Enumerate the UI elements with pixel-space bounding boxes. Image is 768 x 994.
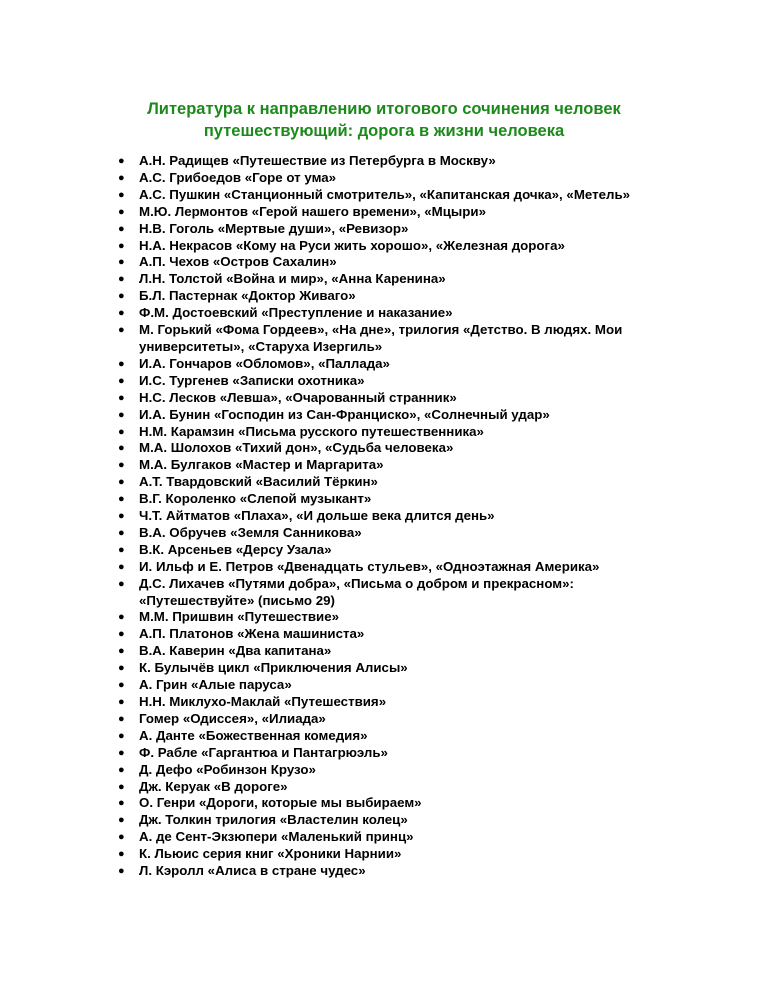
bullet-icon: ● — [118, 425, 125, 438]
list-item-text: Б.Л. Пастернак «Доктор Живаго» — [139, 288, 356, 304]
bullet-icon: ● — [118, 307, 125, 320]
list-item-text: И.А. Гончаров «Обломов», «Паллада» — [139, 355, 390, 371]
list-item-text: К. Булычёв цикл «Приключения Алисы» — [139, 660, 408, 676]
list-item — [118, 660, 678, 677]
list-item-text: И. Ильф и Е. Петров «Двенадцать стульев», «Одноэтажная Америка» — [139, 558, 600, 574]
list-item-text: «Путешествуйте» (письмо 29) — [139, 592, 335, 608]
list-item-text: М.М. Пришвин «Путешествие» — [139, 609, 340, 625]
list-item-text: А.П. Чехов «Остров Сахалин» — [139, 254, 337, 270]
list-item-text: Л. Кэролл «Алиса в стране чудес» — [139, 863, 366, 879]
bullet-icon: ● — [118, 459, 125, 472]
list-item — [118, 609, 678, 626]
list-item-text: А. Грин «Алые паруса» — [139, 677, 292, 693]
bullet-icon: ● — [118, 155, 125, 167]
list-item-text: И.А. Бунин «Господин из Сан-Франциско», «Солнечный удар» — [139, 406, 550, 422]
list-item — [118, 677, 678, 694]
bullet-icon: ● — [118, 560, 125, 573]
list-item-text: Н.М. Карамзин «Письма русского путешественника» — [139, 423, 484, 439]
bullet-icon: ● — [118, 611, 125, 624]
list-item-text: Гомер «Одиссея», «Илиада» — [139, 710, 326, 726]
bullet-icon: ● — [118, 848, 125, 861]
bullet-icon: ● — [118, 476, 125, 489]
bullet-icon: ● — [118, 510, 125, 523]
list-item-text: М.А. Шолохов «Тихий дон», «Судьба человека» — [139, 440, 454, 456]
list-item — [118, 491, 678, 508]
list-item — [118, 204, 678, 221]
list-item — [118, 711, 678, 728]
list-item — [118, 525, 678, 542]
list-item-text: Ф. Рабле «Гаргантюа и Пантагрюэль» — [139, 744, 388, 760]
list-item — [118, 356, 678, 373]
list-item — [118, 153, 678, 170]
list-item — [118, 457, 678, 474]
bullet-icon: ● — [118, 290, 125, 303]
list-item — [118, 424, 678, 441]
list-item — [118, 390, 678, 407]
bullet-icon: ● — [118, 188, 125, 201]
bullet-icon: ● — [118, 645, 125, 658]
list-item-text: А.Н. Радищев «Путешествие из Петербурга в Москву» — [139, 153, 496, 168]
list-item-text: Дж. Толкин трилогия «Властелин колец» — [139, 812, 408, 828]
list-item — [118, 254, 678, 271]
list-item-text: А. Данте «Божественная комедия» — [139, 727, 368, 743]
list-item — [118, 542, 678, 559]
bullet-icon: ● — [118, 442, 125, 455]
list-item — [118, 322, 678, 356]
list-item-text: А.П. Платонов «Жена машиниста» — [139, 626, 365, 642]
list-item — [118, 407, 678, 424]
bullet-icon: ● — [118, 814, 125, 827]
bullet-icon: ● — [118, 205, 125, 218]
bullet-icon: ● — [118, 729, 125, 742]
bullet-icon: ● — [118, 712, 125, 725]
list-item — [118, 643, 678, 660]
list-item-text: В.Г. Короленко «Слепой музыкант» — [139, 491, 372, 507]
list-item — [118, 170, 678, 187]
bullet-icon: ● — [118, 628, 125, 641]
list-item — [118, 626, 678, 643]
list-item-text: М.Ю. Лермонтов «Герой нашего времени», «Мцыри» — [139, 203, 486, 219]
bullet-icon: ● — [118, 780, 125, 793]
list-item — [118, 795, 678, 812]
list-item — [118, 508, 678, 525]
list-item — [118, 187, 678, 204]
list-item-text: Н.А. Некрасов «Кому на Руси жить хорошо», «Железная дорога» — [139, 237, 565, 253]
bullet-icon: ● — [118, 222, 125, 235]
list-item-text: университеты», «Старуха Изергиль» — [139, 338, 383, 354]
bullet-icon: ● — [118, 171, 125, 184]
page-title-line-2: путешествующий: дорога в жизни человека — [203, 122, 565, 140]
list-item-text: А.С. Грибоедов «Горе от ума» — [139, 169, 337, 185]
list-item-text: Н.Н. Миклухо-Маклай «Путешествия» — [139, 694, 387, 709]
list-item — [118, 373, 678, 390]
list-item-text: М.А. Булгаков «Мастер и Маргарита» — [139, 457, 384, 473]
list-item-text: Д.С. Лихачев «Путями добра», «Письма о добром и прекрасном»: — [139, 575, 574, 591]
bullet-icon: ● — [118, 391, 125, 404]
bullet-icon: ● — [118, 324, 125, 337]
bullet-icon: ● — [118, 865, 125, 878]
list-item — [118, 271, 678, 288]
bullet-icon: ● — [118, 831, 125, 844]
list-item — [118, 863, 678, 880]
page-title-line-1: Литература к направлению итогового сочинения человек — [147, 100, 621, 118]
list-item — [118, 221, 678, 238]
list-item-text: В.А. Обручев «Земля Санникова» — [139, 524, 362, 540]
list-item — [118, 745, 678, 762]
list-item — [118, 728, 678, 745]
list-item-text: Ч.Т. Айтматов «Плаха», «И дольше века длится день» — [139, 508, 495, 524]
bullet-icon: ● — [118, 493, 125, 506]
bullet-icon: ● — [118, 526, 125, 539]
list-item-text: М. Горький «Фома Гордеев», «На дне», трилогия «Детство. В людях. Мои — [139, 322, 623, 338]
bullet-icon: ● — [118, 746, 125, 759]
list-item-text: Н.В. Гоголь «Мертвые души», «Ревизор» — [139, 220, 409, 236]
bullet-icon: ● — [118, 763, 125, 776]
list-item-text: Н.С. Лесков «Левша», «Очарованный странник» — [139, 389, 457, 405]
list-item — [118, 474, 678, 491]
page-title — [100, 98, 668, 142]
list-item-text: В.К. Арсеньев «Дерсу Узала» — [139, 541, 332, 557]
list-item-text: Д. Дефо «Робинзон Крузо» — [139, 761, 316, 777]
bullet-icon: ● — [118, 696, 125, 708]
list-item-text: Л.Н. Толстой «Война и мир», «Анна Каренина» — [139, 271, 446, 287]
list-item — [118, 812, 678, 829]
bullet-icon: ● — [118, 662, 125, 675]
list-item-text: Ф.М. Достоевский «Преступление и наказание» — [139, 305, 453, 321]
list-item — [118, 762, 678, 779]
list-item-text: А.С. Пушкин «Станционный смотритель», «Капитанская дочка», «Метель» — [139, 186, 631, 202]
bullet-icon: ● — [118, 797, 125, 810]
list-item-text: К. Льюис серия книг «Хроники Нарнии» — [139, 846, 402, 862]
bullet-icon: ● — [118, 374, 125, 387]
bullet-icon: ● — [118, 357, 125, 370]
list-item — [118, 440, 678, 457]
list-item — [118, 305, 678, 322]
book-list — [118, 153, 678, 880]
bullet-icon: ● — [118, 256, 125, 269]
bullet-icon: ● — [118, 273, 125, 286]
list-item — [118, 238, 678, 255]
list-item — [118, 559, 678, 576]
list-item-text: О. Генри «Дороги, которые мы выбираем» — [139, 795, 422, 811]
list-item-text: А.Т. Твардовский «Василий Тёркин» — [139, 474, 378, 490]
list-item-text: В.А. Каверин «Два капитана» — [139, 643, 332, 659]
bullet-icon: ● — [118, 679, 125, 692]
list-item — [118, 846, 678, 863]
list-item — [118, 829, 678, 846]
list-item — [118, 779, 678, 796]
bullet-icon: ● — [118, 239, 125, 252]
list-item — [118, 576, 678, 610]
list-item-text: А. де Сент-Экзюпери «Маленький принц» — [139, 829, 414, 845]
list-item-text: И.С. Тургенев «Записки охотника» — [139, 372, 365, 388]
list-item — [118, 288, 678, 305]
list-item-text: Дж. Керуак «В дороге» — [139, 778, 288, 794]
list-item — [118, 694, 678, 711]
bullet-icon: ● — [118, 543, 125, 556]
bullet-icon: ● — [118, 577, 125, 590]
bullet-icon: ● — [118, 408, 125, 421]
